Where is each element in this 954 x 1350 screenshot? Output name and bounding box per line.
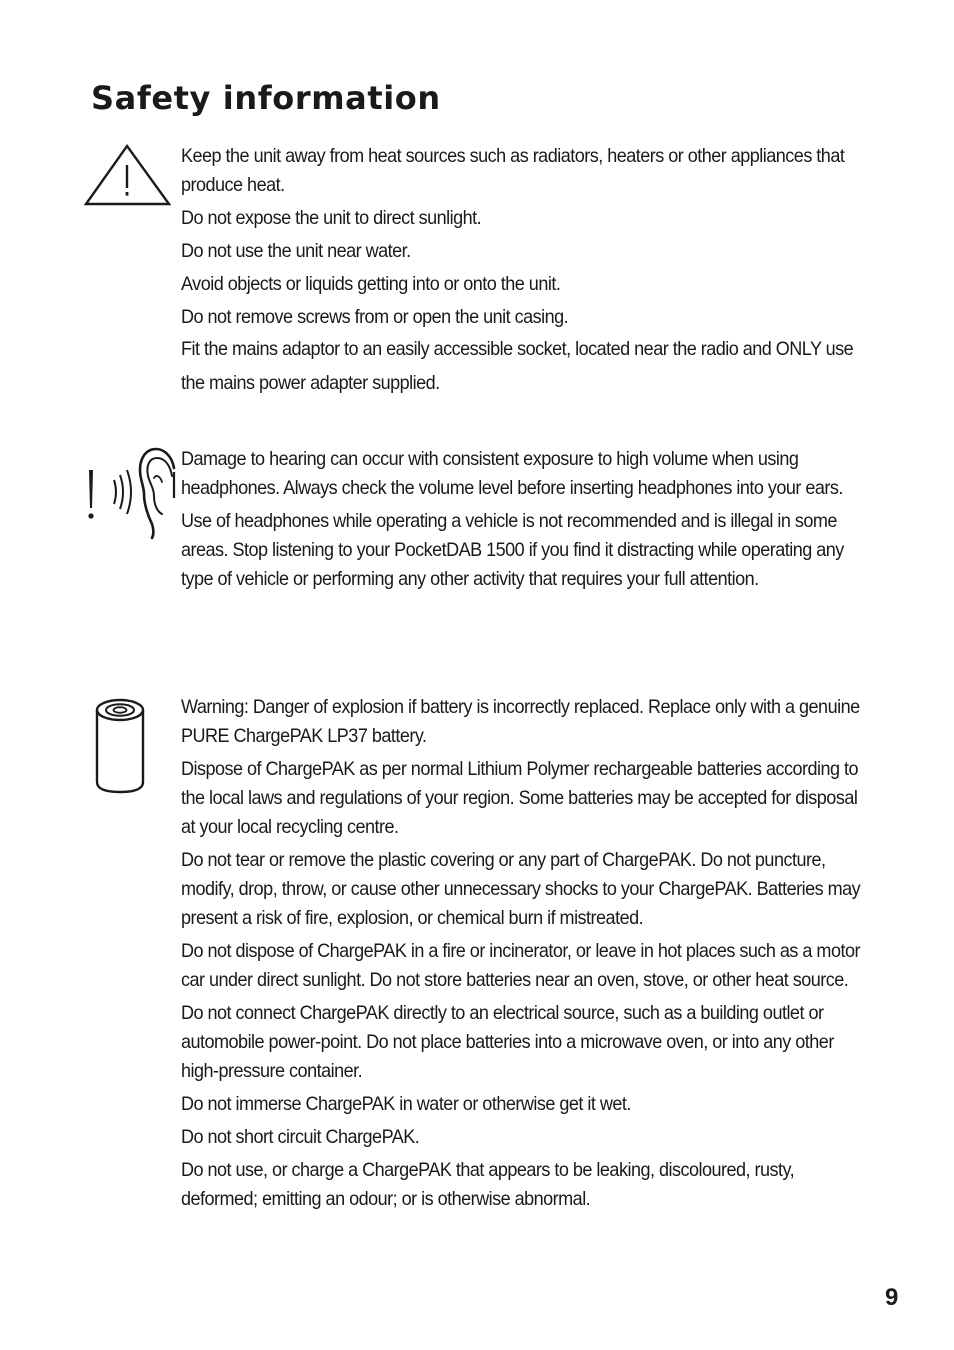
safety-paragraph: Do not expose the unit to direct sunlight.: [181, 208, 482, 229]
general-safety-text: [181, 142, 867, 405]
safety-paragraph: Do not immerse ChargePAK in water or otherwise get it wet.: [181, 1094, 631, 1115]
page-number: 9: [885, 1284, 899, 1311]
safety-paragraph: Do not short circuit ChargePAK.: [181, 1127, 420, 1148]
safety-paragraph: Use of headphones while operating a vehicle is not recommended and is illegal in some areas. Stop listening to your PocketDAB 1500 if you find it distracting while operating any type of vehicle or performing any other activity that requires your full attention.: [181, 511, 844, 590]
safety-paragraph: Do not remove screws from or open the unit casing.: [181, 307, 569, 328]
hearing-warning-icon: [82, 446, 180, 542]
safety-paragraph: Do not use, or charge a ChargePAK that appears to be leaking, discoloured, rusty, deformed; emitting an odour; or is otherwise abnormal.: [181, 1160, 795, 1210]
safety-paragraph: Fit the mains adaptor to an easily accessible socket, located near the radio and ONLY use the mains power adapter supplied.: [181, 339, 854, 394]
safety-paragraph: Damage to hearing can occur with consistent exposure to high volume when using headphones. Always check the volume level before inserting headphones into your ears.: [181, 449, 843, 499]
safety-paragraph: Dispose of ChargePAK as per normal Lithium Polymer rechargeable batteries according to the local laws and regulations of your region. Some batteries may be accepted for disposal at your local recycling centre.: [181, 759, 859, 838]
hearing-safety-text: [181, 445, 867, 598]
safety-paragraph: Do not tear or remove the plastic covering or any part of ChargePAK. Do not puncture, modify, drop, throw, or cause other unnecessary shocks to your ChargePAK. Batteries may present a risk of fire, explosion, or chemical burn if mistreated.: [181, 850, 861, 929]
safety-paragraph: Keep the unit away from heat sources such as radiators, heaters or other appliances that produce heat.: [181, 146, 845, 196]
warning-triangle-icon: [84, 143, 172, 207]
page-title: Safety information: [91, 79, 441, 117]
safety-paragraph: Avoid objects or liquids getting into or onto the unit.: [181, 274, 561, 295]
safety-paragraph: Do not dispose of ChargePAK in a fire or incinerator, or leave in hot places such as a motor car under direct sunlight. Do not store batteries near an oven, stove, or other heat source.: [181, 941, 860, 991]
safety-paragraph: Do not connect ChargePAK directly to an electrical source, such as a building outlet or automobile power-point. Do not place batteries into a microwave oven, or into any other high-pressure container.: [181, 1003, 834, 1082]
safety-paragraph: Do not use the unit near water.: [181, 241, 411, 262]
battery-icon: [92, 696, 150, 796]
battery-safety-text: [181, 693, 867, 1218]
safety-paragraph: Warning: Danger of explosion if battery is incorrectly replaced. Replace only with a genuine PURE ChargePAK LP37 battery.: [181, 697, 860, 747]
